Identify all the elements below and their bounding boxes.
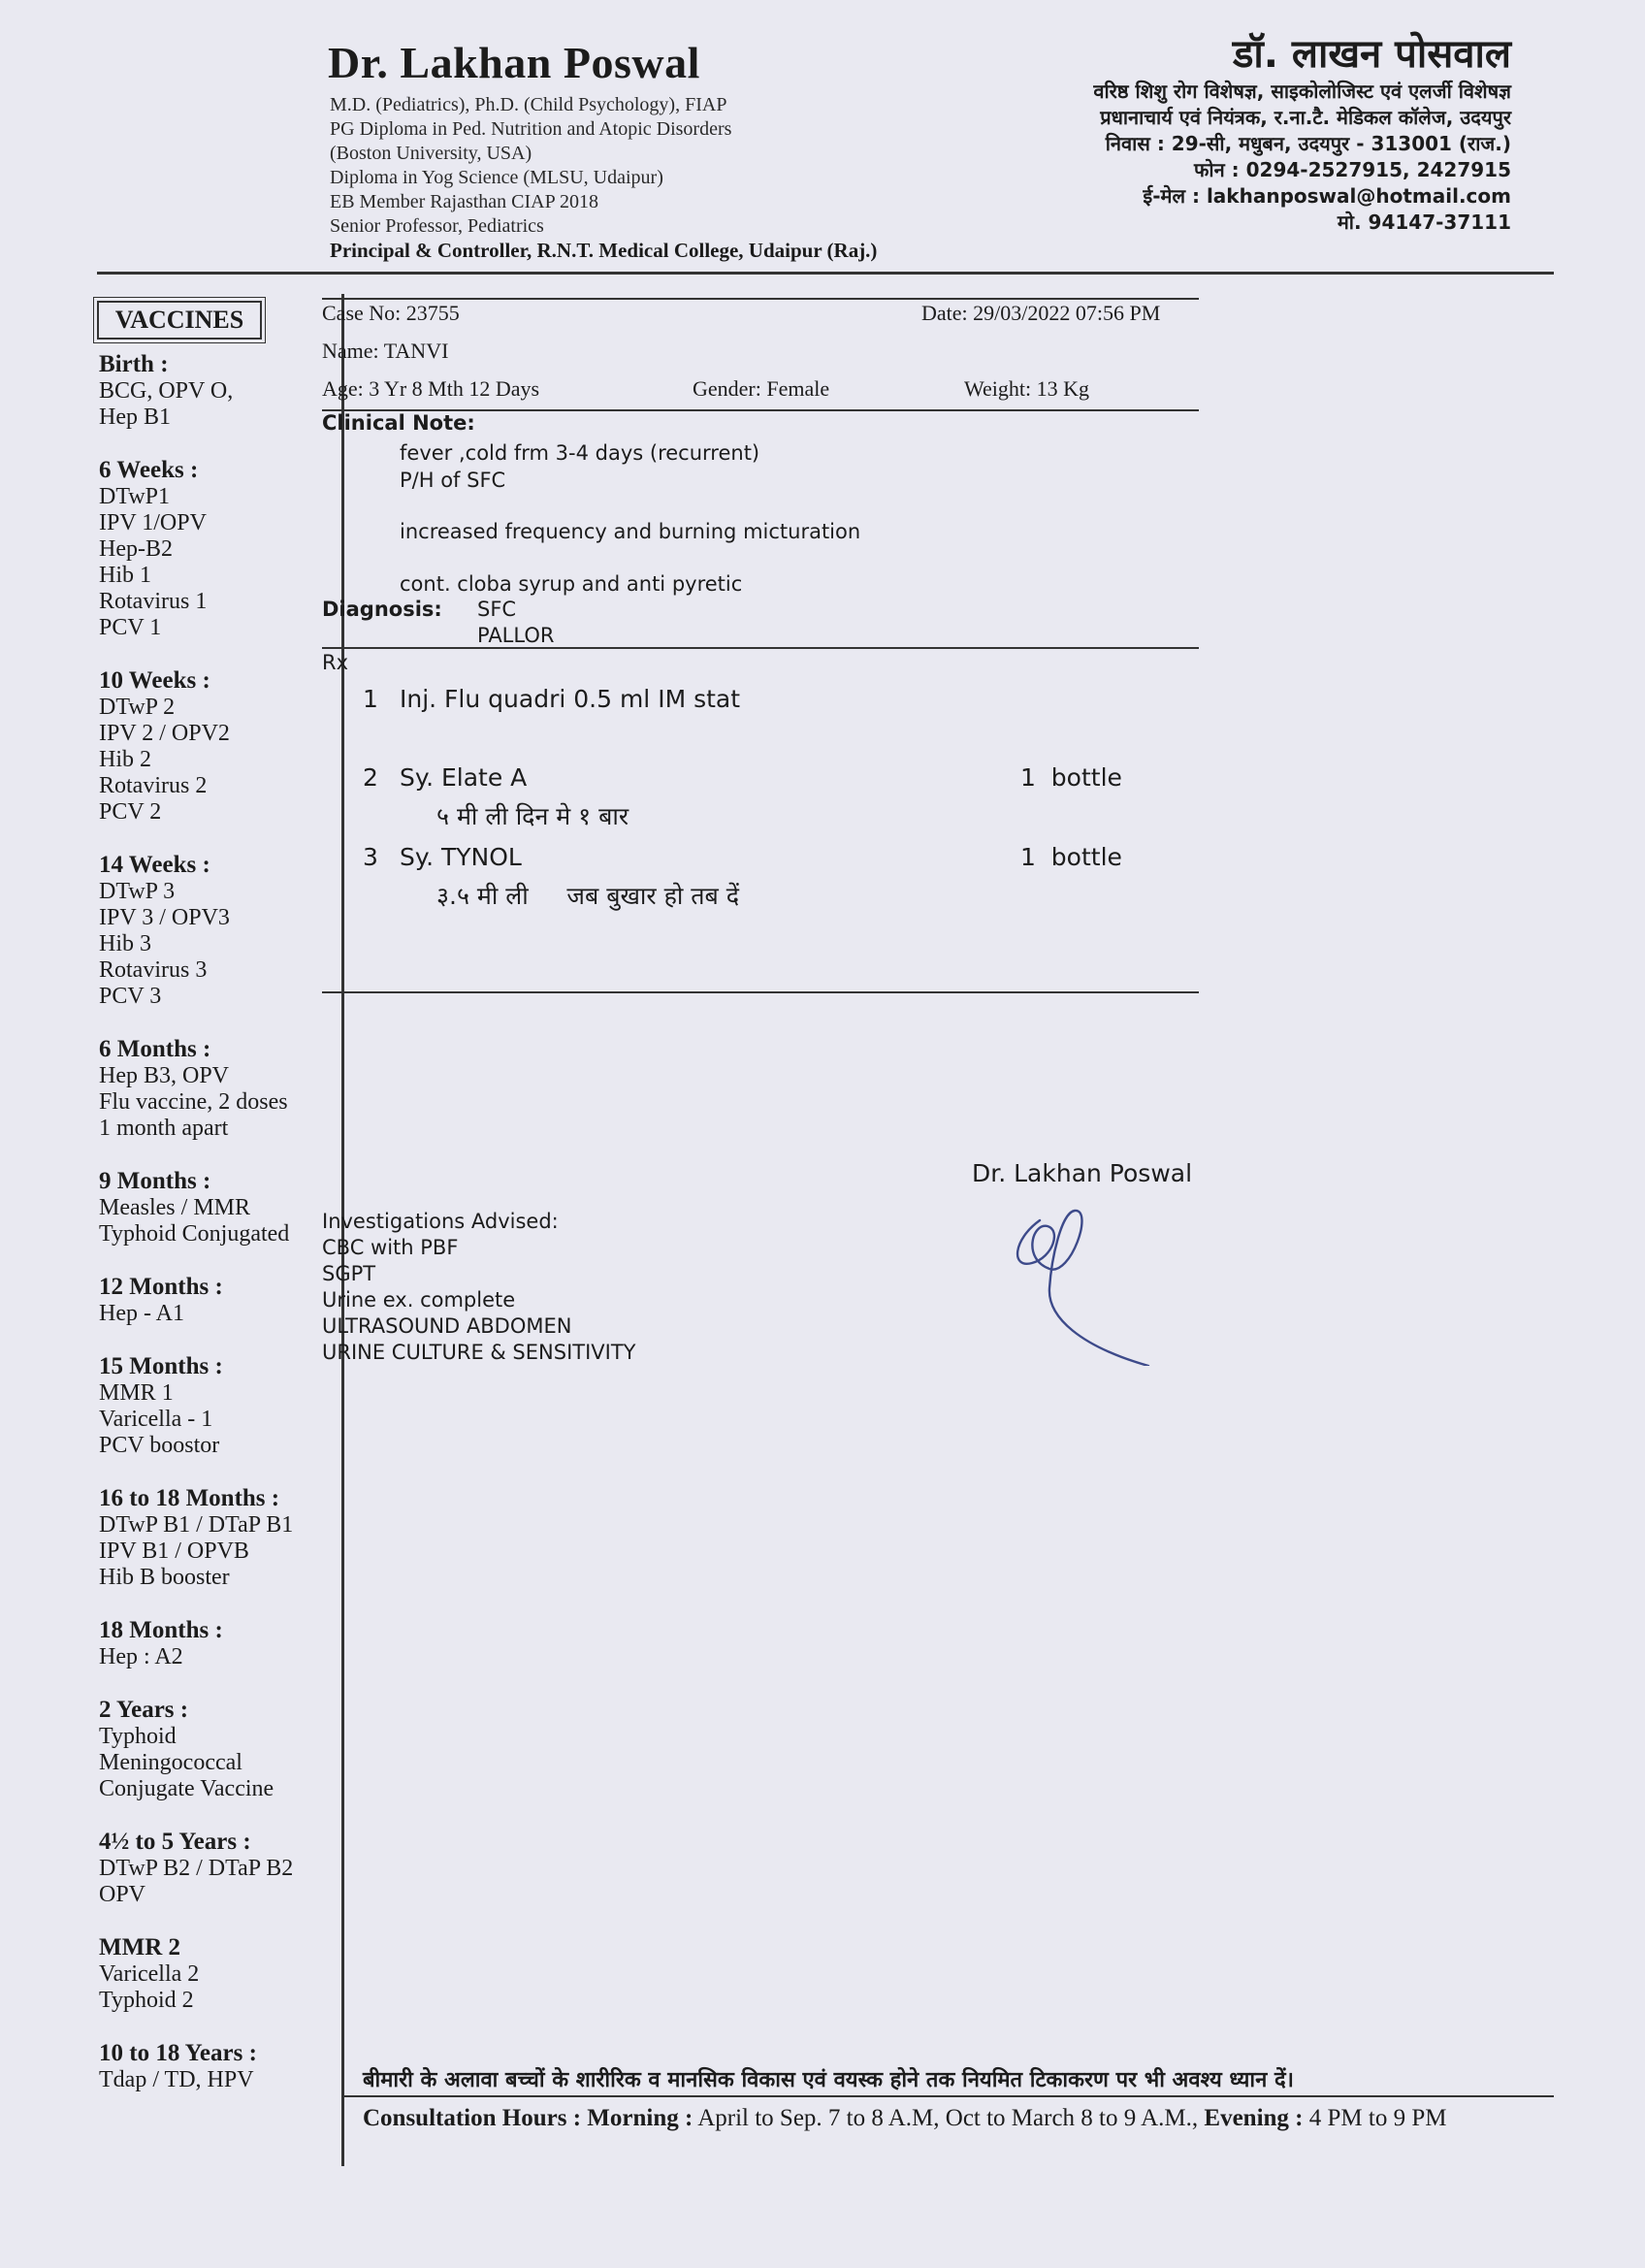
- hindi-line: ई-मेल : lakhanposwal@hotmail.com: [1143, 184, 1511, 208]
- case-number: Case No: 23755: [322, 301, 460, 325]
- clinical-note-line: P/H of SFC: [400, 469, 506, 492]
- patient-name: Name: TANVI: [322, 339, 449, 363]
- vaccine-group-heading: 2 Years :: [99, 1697, 189, 1723]
- diagnosis-item: SFC: [477, 598, 517, 621]
- rx-item-quantity: 1 bottle: [1020, 763, 1122, 792]
- rx-item-quantity: 1 bottle: [1020, 843, 1122, 871]
- vaccine-item: Hep : A2: [99, 1644, 183, 1669]
- vaccine-item: Varicella 2: [99, 1961, 200, 1987]
- diagnosis-divider: [322, 647, 1199, 649]
- investigation-item: URINE CULTURE & SENSITIVITY: [322, 1341, 636, 1364]
- vaccine-group: [99, 852, 341, 1010]
- vaccine-item: Rotavirus 2: [99, 773, 208, 798]
- qualification-line: M.D. (Pediatrics), Ph.D. (Child Psychology), FIAP: [330, 94, 727, 115]
- footer-note: बीमारी के अलावा बच्चों के शारीरिक व मानसिक विकास एवं वयस्क होने तक नियमित टिकाकरण पर भी अवश्य ध्यान दें।: [363, 2068, 1294, 2092]
- morning-label: Morning :: [587, 2105, 693, 2131]
- investigations-label: Investigations Advised:: [322, 1210, 559, 1233]
- vaccine-group-heading: 6 Months :: [99, 1036, 211, 1062]
- handwritten-signature: [993, 1201, 1158, 1366]
- vaccine-item: Hib 2: [99, 747, 151, 772]
- hindi-line: मो. 94147-37111: [1337, 211, 1511, 234]
- diagnosis-item: PALLOR: [477, 624, 555, 647]
- vaccine-group-heading: 4½ to 5 Years :: [99, 1829, 251, 1855]
- clinical-note-line: increased frequency and burning micturation: [400, 520, 861, 543]
- vaccine-item: PCV 3: [99, 984, 162, 1009]
- evening-label: Evening :: [1204, 2105, 1304, 2131]
- investigations: [322, 1209, 636, 1366]
- vaccine-item: PCV boostor: [99, 1433, 220, 1458]
- vaccine-group: [99, 1353, 341, 1459]
- consult-label: Consultation Hours :: [363, 2105, 582, 2131]
- vaccine-item: DTwP 2: [99, 695, 176, 720]
- vaccine-item: Conjugate Vaccine: [99, 1776, 274, 1801]
- rx-item-number: 3: [363, 843, 378, 871]
- vaccine-item: Rotavirus 1: [99, 589, 208, 614]
- vaccine-group: [99, 2040, 341, 2093]
- header-divider: [97, 272, 1554, 275]
- vaccine-item: IPV 2 / OPV2: [99, 721, 230, 746]
- patient-age: Age: 3 Yr 8 Mth 12 Days: [322, 376, 540, 401]
- vaccine-item: Tdap / TD, HPV: [99, 2067, 254, 2092]
- vaccine-group: [99, 1485, 341, 1591]
- vaccine-item: Typhoid: [99, 1724, 177, 1749]
- vaccine-item: DTwP 3: [99, 879, 176, 904]
- clinical-note-line: fever ,cold frm 3-4 days (recurrent): [400, 441, 760, 465]
- vaccine-item: 1 month apart: [99, 1116, 229, 1141]
- vaccine-item: Typhoid 2: [99, 1988, 194, 2013]
- vaccine-item: PCV 2: [99, 799, 162, 825]
- hindi-line: वरिष्ठ शिशु रोग विशेषज्ञ, साइकोलोजिस्ट एवं एलर्जी विशेषज्ञ: [1093, 80, 1511, 103]
- patient-weight: Weight: 13 Kg: [964, 376, 1089, 401]
- rx-label: Rx: [322, 651, 349, 674]
- hindi-letterhead: [1093, 25, 1511, 236]
- vaccine-group: [99, 667, 341, 826]
- qualification-line: EB Member Rajasthan CIAP 2018: [330, 191, 599, 212]
- rx-item-number: 1: [363, 685, 378, 713]
- vaccine-item: Hib B booster: [99, 1565, 230, 1590]
- doctor-name: Dr. Lakhan Poswal: [328, 38, 700, 87]
- vaccine-item: Hep - A1: [99, 1301, 184, 1326]
- qualification-line: Principal & Controller, R.N.T. Medical College, Udaipur (Raj.): [330, 239, 878, 262]
- vaccine-group-heading: 15 Months :: [99, 1353, 223, 1379]
- vaccine-group: [99, 1934, 341, 2014]
- vaccine-group: [99, 1617, 341, 1670]
- vaccine-item: Hib 3: [99, 931, 151, 956]
- rx-item-instruction: ५ मी ली दिन मे १ बार: [436, 802, 629, 830]
- vaccine-group-heading: Birth :: [99, 351, 169, 377]
- case-divider: [322, 298, 1199, 300]
- vaccine-item: Meningococcal: [99, 1750, 242, 1775]
- vaccine-group-heading: 14 Weeks :: [99, 852, 210, 878]
- vaccine-group: [99, 457, 341, 641]
- vaccine-item: PCV 1: [99, 615, 162, 640]
- vaccine-group: [99, 1274, 341, 1327]
- vaccine-item: Varicella - 1: [99, 1407, 213, 1432]
- clinical-note-label: Clinical Note:: [322, 411, 475, 435]
- signature-name: Dr. Lakhan Poswal: [972, 1159, 1193, 1187]
- vaccine-group: [99, 1829, 341, 1908]
- vaccine-item: Rotavirus 3: [99, 957, 208, 983]
- vaccine-group-heading: 6 Weeks :: [99, 457, 199, 483]
- vaccine-item: Measles / MMR: [99, 1195, 250, 1220]
- investigation-item: ULTRASOUND ABDOMEN: [322, 1314, 572, 1338]
- rx-item-instruction: ३.५ मी ली जब बुखार हो तब दें: [436, 882, 740, 910]
- vaccine-group: [99, 1036, 341, 1142]
- vaccine-group-heading: 10 to 18 Years :: [99, 2040, 257, 2066]
- vaccines-title: VACCINES: [97, 301, 262, 340]
- vaccine-item: IPV 1/OPV: [99, 510, 207, 535]
- vaccine-group-heading: MMR 2: [99, 1934, 180, 1960]
- vaccine-item: Hep-B2: [99, 536, 173, 562]
- vaccine-schedule: [99, 351, 341, 2120]
- rx-item-name: Inj. Flu quadri 0.5 ml IM stat: [400, 685, 741, 713]
- vaccine-group-heading: 18 Months :: [99, 1617, 223, 1643]
- vaccine-item: Hib 1: [99, 563, 151, 588]
- vaccine-item: DTwP B1 / DTaP B1: [99, 1512, 294, 1538]
- evening-hours: 4 PM to 9 PM: [1303, 2105, 1447, 2131]
- qualifications: [330, 93, 877, 263]
- investigation-item: SGPT: [322, 1262, 376, 1285]
- hindi-line: प्रधानाचार्य एवं नियंत्रक, र.ना.टै. मेडिकल कॉलेज, उदयपुर: [1100, 106, 1511, 129]
- qualification-line: (Boston University, USA): [330, 143, 532, 164]
- vaccine-item: MMR 1: [99, 1380, 174, 1406]
- consultation-hours: [363, 2105, 1446, 2132]
- vaccine-item: Hep B1: [99, 405, 171, 430]
- qualification-line: PG Diploma in Ped. Nutrition and Atopic Disorders: [330, 118, 732, 140]
- vaccine-group: [99, 351, 341, 431]
- morning-hours: April to Sep. 7 to 8 A.M, Oct to March 8 to 9 A.M.,: [693, 2105, 1205, 2131]
- vaccine-item: Typhoid Conjugated: [99, 1221, 290, 1247]
- vaccine-item: Flu vaccine, 2 doses: [99, 1089, 288, 1115]
- vaccine-item: IPV B1 / OPVB: [99, 1539, 249, 1564]
- vaccine-item: IPV 3 / OPV3: [99, 905, 230, 930]
- vaccine-item: DTwP B2 / DTaP B2: [99, 1856, 294, 1881]
- qualification-line: Diploma in Yog Science (MLSU, Udaipur): [330, 167, 663, 188]
- vaccine-group-heading: 10 Weeks :: [99, 667, 210, 694]
- clinical-note-line: cont. cloba syrup and anti pyretic: [400, 572, 743, 596]
- investigation-item: Urine ex. complete: [322, 1288, 516, 1312]
- rx-item-name: Sy. TYNOL: [400, 843, 522, 871]
- hindi-doctor-name: डॉ. लाखन पोसवाल: [1232, 32, 1511, 77]
- vaccine-group: [99, 1168, 341, 1247]
- vaccine-group: [99, 1697, 341, 1802]
- qualification-line: Senior Professor, Pediatrics: [330, 215, 544, 237]
- investigation-item: CBC with PBF: [322, 1236, 459, 1259]
- vaccine-item: BCG, OPV O,: [99, 378, 234, 404]
- rx-item-number: 2: [363, 763, 378, 792]
- vaccine-item: OPV: [99, 1882, 146, 1907]
- diagnosis-label: Diagnosis:: [322, 598, 442, 621]
- visit-date: Date: 29/03/2022 07:56 PM: [921, 301, 1161, 325]
- rx-divider: [322, 991, 1199, 993]
- vaccine-item: Hep B3, OPV: [99, 1063, 230, 1088]
- vaccine-group-heading: 12 Months :: [99, 1274, 223, 1300]
- hindi-line: निवास : 29-सी, मधुबन, उदयपुर - 313001 (राज.): [1105, 132, 1511, 155]
- patient-gender: Gender: Female: [693, 376, 830, 401]
- vaccine-group-heading: 16 to 18 Months :: [99, 1485, 280, 1511]
- footer-divider: [341, 2095, 1554, 2097]
- vaccine-item: DTwP1: [99, 484, 170, 509]
- rx-item-name: Sy. Elate A: [400, 763, 528, 792]
- vaccine-group-heading: 9 Months :: [99, 1168, 211, 1194]
- hindi-line: फोन : 0294-2527915, 2427915: [1194, 158, 1511, 181]
